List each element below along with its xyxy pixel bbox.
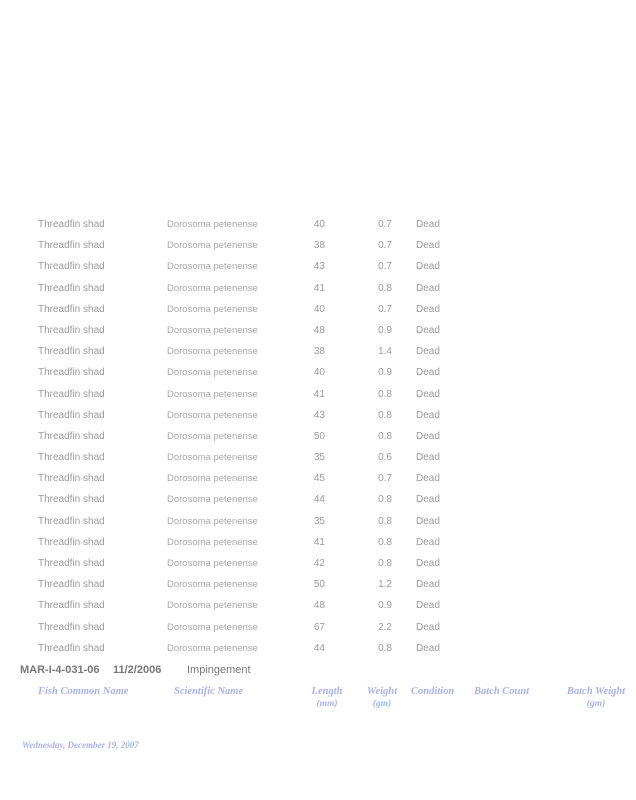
cell-common-name: Threadfin shad (38, 579, 105, 591)
cell-length: 43 (313, 261, 325, 273)
table-row (0, 449, 618, 470)
header-batch-weight (556, 686, 636, 709)
cell-condition: Dead (416, 558, 440, 569)
header-length-unit: (mm) (316, 699, 338, 709)
cell-length: 45 (313, 473, 325, 485)
cell-condition: Dead (416, 642, 440, 654)
cell-weight: 0.7 (378, 261, 392, 273)
table-row (0, 301, 618, 322)
cell-weight: 0.7 (378, 303, 392, 315)
cell-weight: 0.8 (378, 388, 392, 400)
cell-weight: 0.9 (378, 600, 392, 612)
cell-scientific-name: Dorosoma petenense (167, 346, 258, 358)
cell-scientific-name: Dorosoma petenense (167, 303, 258, 315)
cell-scientific-name: Dorosoma petenense (167, 536, 258, 548)
cell-condition: Dead (416, 621, 440, 633)
cell-weight: 0.8 (378, 430, 392, 442)
cell-scientific-name: Dorosoma petenense (167, 473, 258, 485)
cell-scientific-name: Dorosoma petenense (167, 558, 258, 569)
cell-common-name: Threadfin shad (38, 324, 105, 336)
cell-scientific-name: Dorosoma petenense (167, 219, 258, 230)
cell-weight: 0.8 (378, 282, 392, 294)
header-weight-label: Weight (366, 686, 398, 697)
header-batch-weight-label: Batch Weight (566, 686, 626, 697)
cell-condition: Dead (416, 261, 440, 273)
cell-length: 48 (313, 324, 325, 336)
cell-length: 40 (313, 219, 325, 230)
header-scientific-name: Scientific Name (174, 686, 244, 697)
cell-weight: 0.9 (378, 324, 392, 336)
cell-condition: Dead (416, 473, 440, 485)
cell-scientific-name: Dorosoma petenense (167, 388, 258, 400)
cell-common-name: Threadfin shad (38, 240, 105, 252)
cell-length: 41 (313, 282, 325, 294)
cell-length: 35 (313, 452, 325, 464)
cell-common-name: Threadfin shad (38, 642, 105, 654)
record-type: Impingement (187, 664, 251, 676)
cell-scientific-name: Dorosoma petenense (167, 642, 258, 654)
cell-condition: Dead (416, 600, 440, 612)
cell-weight: 0.9 (378, 367, 392, 379)
cell-length: 50 (313, 430, 325, 442)
table-row (0, 386, 618, 407)
cell-length: 40 (313, 303, 325, 315)
footer-date: Wednesday, December 19, 2007 (22, 740, 139, 750)
cell-common-name: Threadfin shad (38, 388, 105, 400)
cell-condition: Dead (416, 282, 440, 294)
cell-condition: Dead (416, 494, 440, 506)
cell-common-name: Threadfin shad (38, 494, 105, 506)
cell-common-name: Threadfin shad (38, 430, 105, 442)
cell-condition: Dead (416, 536, 440, 548)
cell-common-name: Threadfin shad (38, 621, 105, 633)
header-batch-weight-unit: (gm) (586, 699, 606, 709)
cell-length: 44 (313, 494, 325, 506)
cell-scientific-name: Dorosoma petenense (167, 579, 258, 591)
cell-condition: Dead (416, 430, 440, 442)
table-row (0, 491, 618, 512)
table-row (0, 216, 618, 237)
cell-length: 50 (313, 579, 325, 591)
cell-condition: Dead (416, 515, 440, 527)
cell-length: 43 (313, 409, 325, 421)
header-common-name: Fish Common Name (38, 686, 129, 697)
cell-scientific-name: Dorosoma petenense (167, 261, 258, 273)
record-date: 11/2/2006 (113, 664, 162, 676)
cell-scientific-name: Dorosoma petenense (167, 494, 258, 506)
cell-length: 41 (313, 536, 325, 548)
table-row (0, 428, 618, 449)
cell-common-name: Threadfin shad (38, 600, 105, 612)
cell-scientific-name: Dorosoma petenense (167, 515, 258, 527)
cell-scientific-name: Dorosoma petenense (167, 600, 258, 612)
cell-common-name: Threadfin shad (38, 515, 105, 527)
cell-scientific-name: Dorosoma petenense (167, 240, 258, 252)
cell-weight: 1.4 (378, 346, 392, 358)
cell-common-name: Threadfin shad (38, 409, 105, 421)
cell-condition: Dead (416, 240, 440, 252)
cell-weight: 0.7 (378, 240, 392, 252)
cell-condition: Dead (416, 219, 440, 230)
cell-common-name: Threadfin shad (38, 558, 105, 569)
record-id: MAR-I-4-031-06 (20, 664, 100, 676)
cell-scientific-name: Dorosoma petenense (167, 452, 258, 464)
cell-length: 67 (313, 621, 325, 633)
table-row (0, 280, 618, 301)
cell-length: 44 (313, 642, 325, 654)
cell-common-name: Threadfin shad (38, 346, 105, 358)
data-table-body (0, 216, 618, 661)
cell-scientific-name: Dorosoma petenense (167, 282, 258, 294)
cell-condition: Dead (416, 303, 440, 315)
table-row (0, 237, 618, 258)
table-row (0, 322, 618, 343)
cell-condition: Dead (416, 452, 440, 464)
table-row (0, 470, 618, 491)
cell-length: 40 (313, 367, 325, 379)
cell-common-name: Threadfin shad (38, 536, 105, 548)
cell-length: 35 (313, 515, 325, 527)
table-row (0, 407, 618, 428)
cell-weight: 0.8 (378, 642, 392, 654)
cell-weight: 0.8 (378, 536, 392, 548)
cell-weight: 0.8 (378, 494, 392, 506)
cell-condition: Dead (416, 388, 440, 400)
header-length (302, 686, 352, 709)
table-row (0, 619, 618, 640)
cell-weight: 0.8 (378, 515, 392, 527)
cell-scientific-name: Dorosoma petenense (167, 324, 258, 336)
cell-common-name: Threadfin shad (38, 367, 105, 379)
table-row (0, 513, 618, 534)
header-batch-count: Batch Count (474, 686, 530, 697)
cell-weight: 0.8 (378, 558, 392, 569)
cell-common-name: Threadfin shad (38, 473, 105, 485)
header-condition: Condition (411, 686, 455, 697)
cell-common-name: Threadfin shad (38, 282, 105, 294)
cell-common-name: Threadfin shad (38, 261, 105, 273)
table-row (0, 640, 618, 661)
table-row (0, 555, 618, 576)
table-row (0, 597, 618, 618)
cell-common-name: Threadfin shad (38, 452, 105, 464)
cell-condition: Dead (416, 409, 440, 421)
cell-weight: 0.7 (378, 219, 392, 230)
cell-weight: 1.2 (378, 579, 392, 591)
cell-length: 38 (313, 240, 325, 252)
table-row (0, 534, 618, 555)
cell-condition: Dead (416, 367, 440, 379)
table-row (0, 576, 618, 597)
cell-condition: Dead (416, 324, 440, 336)
cell-scientific-name: Dorosoma petenense (167, 409, 258, 421)
cell-scientific-name: Dorosoma petenense (167, 430, 258, 442)
cell-length: 38 (313, 346, 325, 358)
cell-length: 48 (313, 600, 325, 612)
table-row (0, 343, 618, 364)
header-weight (360, 686, 404, 709)
cell-scientific-name: Dorosoma petenense (167, 621, 258, 633)
table-row (0, 258, 618, 279)
header-weight-unit: (gm) (372, 699, 392, 709)
cell-scientific-name: Dorosoma petenense (167, 367, 258, 379)
cell-length: 42 (313, 558, 325, 569)
table-row (0, 364, 618, 385)
cell-weight: 0.6 (378, 452, 392, 464)
header-length-label: Length (311, 686, 343, 697)
cell-weight: 0.8 (378, 409, 392, 421)
cell-condition: Dead (416, 346, 440, 358)
cell-weight: 0.7 (378, 473, 392, 485)
cell-condition: Dead (416, 579, 440, 591)
cell-common-name: Threadfin shad (38, 219, 105, 230)
cell-common-name: Threadfin shad (38, 303, 105, 315)
cell-weight: 2.2 (378, 621, 392, 633)
cell-length: 41 (313, 388, 325, 400)
